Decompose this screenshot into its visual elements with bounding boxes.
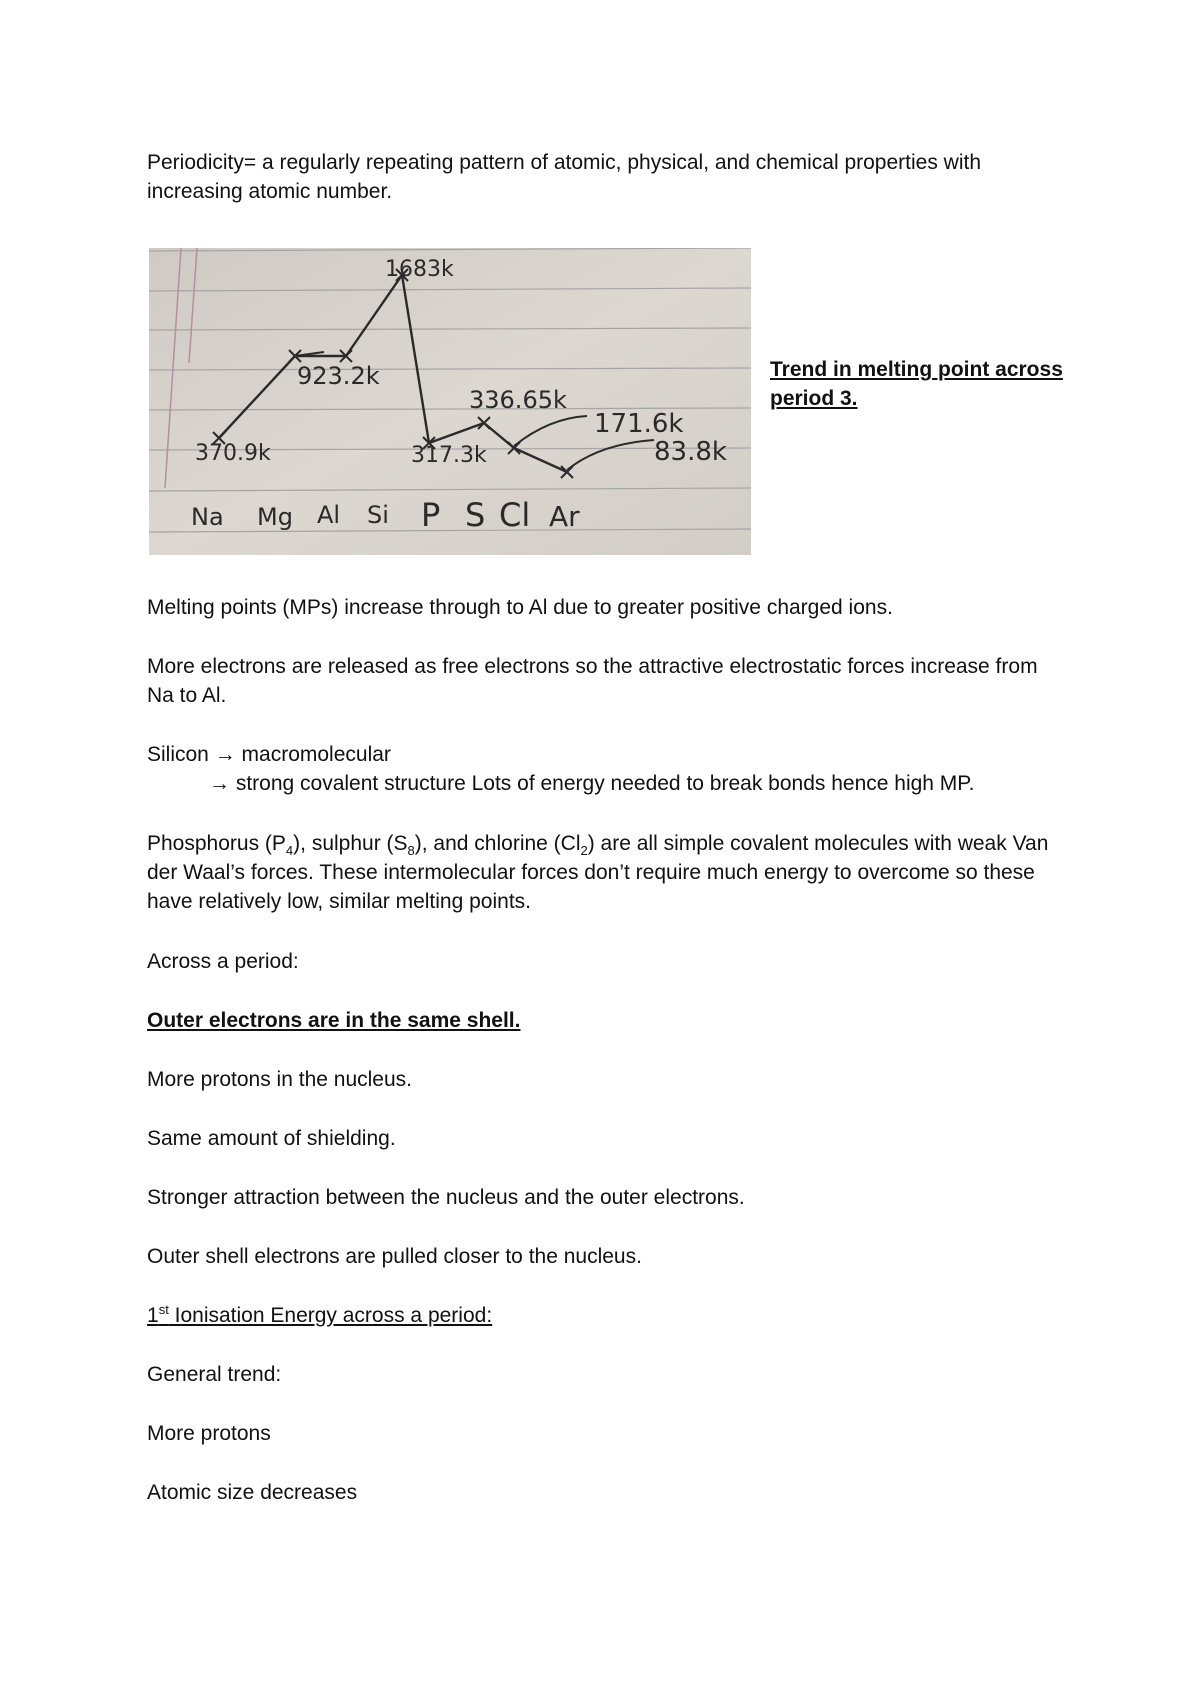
element-na: Na [191, 503, 224, 531]
silicon-section [147, 740, 1067, 798]
electrons-paragraph: More electrons are released as free electrons so the attractive electrostatic forces increase from Na to Al. [147, 655, 1038, 707]
element-si: Si [367, 501, 389, 529]
element-s: S [465, 496, 486, 534]
silicon-line1: Silicon → macromolecular [147, 743, 391, 766]
graph-caption-line1: Trend in melting point across [770, 358, 1063, 381]
label-s: 336.65k [469, 386, 567, 414]
point-more-protons-nucleus: More protons in the nucleus. [147, 1068, 412, 1091]
more-protons-line: More protons [147, 1422, 271, 1445]
element-mg: Mg [257, 503, 293, 531]
element-ar: Ar [549, 500, 580, 533]
simple-covalent-paragraph: Phosphorus $(P_4)$, sulphur $(S_8)$, and chlorine $(Cl_2)$ are all simple covalent molecules with weak Van der Waal’s forces. These intermolecular forces don’t require much energy to overcome so these have relatively low, similar melting points. [147, 832, 1049, 913]
point-same-shielding: Same amount of shielding. [147, 1127, 396, 1150]
mp-paragraph: Melting points (MPs) increase through to Al due to greater positive charged ions. [147, 596, 893, 619]
element-al: Al [317, 501, 341, 529]
intro-paragraph: Periodicity= a regularly repeating pattern of atomic, physical, and chemical properties with increasing atomic number. [147, 151, 982, 203]
element-cl: Cl [499, 496, 531, 534]
label-p: 317.3k [411, 443, 487, 468]
element-p: P [421, 496, 441, 534]
paper-background [149, 248, 751, 555]
across-period-heading: Across a period: [147, 950, 299, 973]
label-cl: 171.6k [594, 409, 684, 439]
outer-electrons-heading: Outer electrons are in the same shell. [147, 1009, 521, 1032]
graph-caption-line2: period 3. [770, 387, 858, 410]
silicon-line2: → strong covalent structure Lots of energy needed to break bonds hence high MP. [209, 772, 975, 795]
handwritten-melting-point-graph-photo [149, 248, 751, 555]
general-trend-label: General trend: [147, 1363, 282, 1386]
point-stronger-attraction: Stronger attraction between the nucleus and the outer electrons. [147, 1186, 745, 1209]
ionisation-energy-heading: 1st Ionisation Energy across a period: [147, 1302, 493, 1327]
label-ar: 83.8k [654, 437, 727, 467]
graph-photo-svg [149, 248, 751, 555]
label-si: 1683k [385, 257, 454, 282]
label-mg: 923.2k [297, 362, 380, 390]
point-pulled-closer: Outer shell electrons are pulled closer to the nucleus. [147, 1245, 642, 1268]
graph-caption [770, 355, 1070, 413]
label-na: 370.9k [195, 441, 271, 466]
atomic-size-line: Atomic size decreases [147, 1481, 358, 1504]
